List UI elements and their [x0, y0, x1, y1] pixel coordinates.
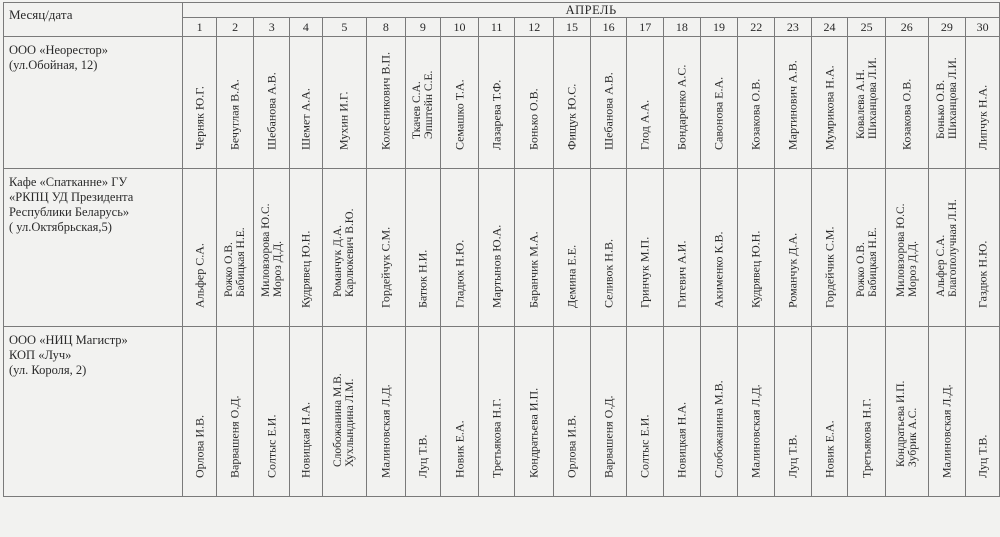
- duty-person: Фищук Ю.С.: [564, 83, 579, 150]
- duty-names: [675, 402, 688, 478]
- duty-cell: [848, 37, 886, 169]
- duty-cell: [700, 37, 738, 169]
- duty-person: Солтыс Е.И.: [637, 414, 652, 478]
- duty-names: [675, 241, 688, 308]
- duty-names: [565, 84, 578, 150]
- duty-person: Савонова Е.А.: [711, 76, 726, 150]
- duty-names: [490, 398, 503, 478]
- duty-person: Шебанова А.В.: [601, 72, 616, 150]
- duty-names: [490, 80, 503, 150]
- duty-names: [900, 79, 913, 150]
- duty-cell: [775, 37, 812, 169]
- duty-names: [976, 435, 989, 478]
- day-header: 11: [478, 18, 515, 37]
- day-header: 30: [966, 18, 1000, 37]
- duty-cell: [254, 37, 290, 169]
- duty-person: Бонько О.В.: [526, 88, 541, 150]
- duty-person: Малиновская Л.Д.: [939, 384, 954, 478]
- duty-person: Кудрявец Ю.Н.: [748, 230, 763, 308]
- month-header: АПРЕЛЬ: [183, 3, 1000, 18]
- duty-person: Альфер С.А.: [934, 234, 947, 297]
- duty-person: Зубрик А.С.: [906, 407, 919, 467]
- duty-person: Луц Т.В.: [975, 434, 990, 478]
- duty-names: [565, 415, 578, 478]
- day-header: 19: [700, 18, 738, 37]
- org-row: [4, 37, 1000, 169]
- duty-cell: [290, 169, 323, 327]
- duty-names: [713, 232, 726, 309]
- org-line: (ул. Короля, 2): [9, 363, 87, 377]
- day-header: 2: [216, 18, 254, 37]
- duty-names: [602, 239, 615, 308]
- duty-cell: [664, 37, 701, 169]
- duty-person: Лазарева Т.Ф.: [489, 79, 504, 150]
- duty-names: [639, 237, 652, 308]
- duty-names: [193, 86, 206, 150]
- duty-person: Гринчук М.П.: [637, 236, 652, 308]
- duty-person: Карлюкевич В.Ю.: [344, 208, 357, 297]
- day-header: 12: [515, 18, 554, 37]
- duty-names: [750, 231, 763, 308]
- duty-person: Миловзорова Ю.С.: [259, 203, 272, 297]
- day-header: 29: [928, 18, 966, 37]
- duty-cell: [367, 169, 406, 327]
- duty-names: [895, 203, 919, 297]
- duty-names: [490, 225, 503, 308]
- duty-person: Малиновская Л.Д.: [748, 384, 763, 478]
- duty-cell: [966, 327, 1000, 497]
- duty-cell: [700, 327, 738, 497]
- duty-cell: [254, 327, 290, 497]
- day-header: 16: [590, 18, 627, 37]
- duty-names: [453, 240, 466, 308]
- duty-cell: [627, 169, 664, 327]
- duty-cell: [322, 37, 366, 169]
- duty-names: [229, 395, 242, 478]
- day-header: 4: [290, 18, 323, 37]
- duty-cell: [848, 169, 886, 327]
- duty-person: Романчук Д.А.: [785, 232, 800, 308]
- duty-person: Варвашеня О.Д.: [227, 395, 242, 478]
- duty-names: [332, 209, 356, 297]
- duty-cell: [478, 37, 515, 169]
- duty-names: [713, 77, 726, 150]
- duty-names: [823, 420, 836, 478]
- duty-names: [786, 60, 799, 150]
- duty-cell: [216, 37, 254, 169]
- duty-person: Газдюк Н.Ю.: [975, 240, 990, 308]
- duty-person: Козакова О.В.: [899, 78, 914, 150]
- org-line: ООО «НИЦ Магистр»: [9, 333, 128, 347]
- duty-names: [639, 100, 652, 150]
- duty-names: [411, 71, 435, 139]
- duty-person: Гигевич А.И.: [674, 240, 689, 308]
- duty-person: Кондратьева И.П.: [894, 380, 907, 467]
- duty-person: Хухлындина Л.М.: [344, 378, 357, 467]
- duty-person: Варвашеня О.Д.: [601, 395, 616, 478]
- day-header: 9: [405, 18, 441, 37]
- duty-person: Батюк Н.И.: [415, 249, 430, 308]
- duty-cell: [885, 327, 928, 497]
- duty-person: Мухин И.Г.: [336, 91, 351, 150]
- duty-person: Ковалева А.Н.: [854, 69, 867, 139]
- duty-cell: [966, 37, 1000, 169]
- duty-cell: [322, 327, 366, 497]
- duty-cell: [290, 37, 323, 169]
- org-line: Республики Беларусь»: [9, 205, 130, 219]
- duty-person: Шебанова А.В.: [264, 72, 279, 150]
- duty-names: [786, 233, 799, 308]
- duty-cell: [811, 169, 848, 327]
- duty-cell: [441, 327, 479, 497]
- duty-person: Шемет А.А.: [298, 88, 313, 150]
- duty-cell: [664, 327, 701, 497]
- duty-names: [855, 57, 879, 139]
- duty-person: Козакова О.В.: [748, 78, 763, 150]
- org-name: [4, 37, 183, 169]
- duty-cell: [515, 327, 554, 497]
- duty-names: [260, 203, 284, 297]
- day-header: 22: [738, 18, 775, 37]
- duty-person: Слобожанина М.В.: [332, 373, 345, 467]
- duty-names: [675, 65, 688, 150]
- duty-cell: [405, 169, 441, 327]
- duty-cell: [554, 169, 591, 327]
- duty-cell: [183, 327, 217, 497]
- duty-names: [855, 227, 879, 297]
- duty-person: Шиханцова Л.И.: [946, 57, 959, 139]
- duty-cell: [322, 169, 366, 327]
- duty-cell: [554, 327, 591, 497]
- org-line: (ул.Обойная, 12): [9, 58, 98, 72]
- duty-names: [416, 435, 429, 478]
- duty-person: Орлова И.В.: [192, 415, 207, 478]
- duty-cell: [928, 169, 966, 327]
- duty-cell: [590, 37, 627, 169]
- duty-person: Кондратьева И.П.: [526, 387, 541, 478]
- duty-person: Мумрикова Н.А.: [822, 65, 837, 150]
- duty-names: [265, 72, 278, 150]
- duty-cell: [405, 37, 441, 169]
- duty-names: [338, 92, 351, 150]
- duty-names: [379, 52, 392, 150]
- duty-cell: [590, 169, 627, 327]
- duty-person: Демина Е.Е.: [564, 244, 579, 308]
- duty-person: Мороз Д.Д.: [906, 240, 919, 297]
- duty-person: Бондаренко А.С.: [674, 64, 689, 150]
- header-label: Месяц/дата: [4, 3, 183, 37]
- duty-names: [528, 88, 541, 150]
- duty-names: [895, 381, 919, 467]
- duty-person: Рожко О.В.: [223, 242, 236, 297]
- org-line: КОП «Луч»: [9, 348, 72, 362]
- duty-cell: [367, 37, 406, 169]
- duty-person: Бабицкая Н.Е.: [866, 227, 879, 297]
- duty-names: [602, 72, 615, 150]
- duty-cell: [928, 37, 966, 169]
- duty-names: [416, 250, 429, 308]
- duty-names: [379, 227, 392, 308]
- duty-names: [713, 380, 726, 478]
- duty-cell: [554, 37, 591, 169]
- duty-names: [299, 231, 312, 308]
- duty-person: Рожко О.В.: [854, 242, 867, 297]
- duty-person: Гладюк Н.Ю.: [452, 239, 467, 308]
- duty-person: Миловзорова Ю.С.: [894, 203, 907, 297]
- duty-person: Третьякова Н.Г.: [859, 398, 874, 478]
- duty-cell: [216, 327, 254, 497]
- duty-person: Гордейчик С.М.: [822, 226, 837, 308]
- org-line: Кафе «Спатканне» ГУ: [9, 175, 128, 189]
- duty-names: [453, 420, 466, 478]
- duty-cell: [664, 169, 701, 327]
- duty-person: Третьякова Н.Г.: [489, 398, 504, 478]
- duty-cell: [928, 327, 966, 497]
- duty-person: Акименко К.В.: [711, 231, 726, 308]
- duty-cell: [590, 327, 627, 497]
- duty-person: Бабицкая Н.Е.: [235, 227, 248, 297]
- duty-cell: [775, 169, 812, 327]
- duty-person: Шиханцова Л.И.: [866, 57, 879, 139]
- duty-names: [935, 57, 959, 139]
- duty-person: Альфер С.А.: [192, 243, 207, 308]
- duty-names: [528, 388, 541, 478]
- duty-names: [602, 395, 615, 478]
- org-row: [4, 169, 1000, 327]
- duty-cell: [478, 327, 515, 497]
- duty-person: Гордейчук С.М.: [378, 226, 393, 308]
- duty-names: [332, 373, 356, 467]
- duty-cell: [627, 37, 664, 169]
- duty-names: [453, 79, 466, 150]
- day-header: 15: [554, 18, 591, 37]
- duty-names: [379, 384, 392, 478]
- duty-names: [750, 79, 763, 150]
- duty-person: Мартинович А.В.: [785, 60, 800, 150]
- duty-names: [229, 79, 242, 150]
- duty-person: Колесникович В.П.: [378, 51, 393, 150]
- duty-cell: [811, 37, 848, 169]
- duty-cell: [216, 169, 254, 327]
- day-header: 8: [367, 18, 406, 37]
- duty-cell: [775, 327, 812, 497]
- duty-cell: [848, 327, 886, 497]
- duty-names: [823, 226, 836, 308]
- day-header: 1: [183, 18, 217, 37]
- duty-person: Баранчик М.А.: [526, 231, 541, 308]
- day-header: 23: [775, 18, 812, 37]
- duty-person: Ткачев С.А.: [410, 81, 423, 139]
- duty-person: Черняк Ю.Г.: [192, 86, 207, 150]
- org-name: [4, 169, 183, 327]
- day-header: 17: [627, 18, 664, 37]
- duty-cell: [478, 169, 515, 327]
- day-header: 3: [254, 18, 290, 37]
- duty-person: Новик Е.А.: [452, 420, 467, 478]
- day-header: 24: [811, 18, 848, 37]
- duty-person: Семашко Т.А.: [452, 79, 467, 150]
- duty-cell: [405, 327, 441, 497]
- duty-cell: [885, 37, 928, 169]
- duty-cell: [254, 169, 290, 327]
- duty-names: [265, 415, 278, 478]
- duty-person: Малиновская Л.Д.: [378, 384, 393, 478]
- duty-names: [565, 245, 578, 308]
- duty-names: [223, 227, 247, 297]
- org-line: «РКПЦ УД Президента: [9, 190, 134, 204]
- duty-person: Липчук Н.А.: [975, 84, 990, 150]
- duty-cell: [441, 37, 479, 169]
- duty-cell: [367, 327, 406, 497]
- duty-person: Орлова И.В.: [564, 415, 579, 478]
- duty-names: [528, 231, 541, 308]
- duty-cell: [627, 327, 664, 497]
- schedule-table: [3, 2, 1000, 497]
- day-header: 18: [664, 18, 701, 37]
- day-header: 5: [322, 18, 366, 37]
- duty-names: [750, 384, 763, 478]
- duty-names: [786, 435, 799, 478]
- duty-cell: [290, 327, 323, 497]
- duty-cell: [515, 169, 554, 327]
- duty-names: [860, 398, 873, 478]
- duty-names: [976, 241, 989, 308]
- duty-cell: [811, 327, 848, 497]
- duty-names: [639, 415, 652, 478]
- org-line: ООО «Неорестор»: [9, 43, 108, 57]
- duty-cell: [738, 37, 775, 169]
- day-header: 26: [885, 18, 928, 37]
- duty-person: Мартынов Ю.А.: [489, 224, 504, 308]
- duty-names: [976, 85, 989, 150]
- duty-cell: [183, 37, 217, 169]
- duty-person: Новицкая Н.А.: [674, 401, 689, 478]
- duty-cell: [183, 169, 217, 327]
- org-line: ( ул.Октябрьская,5): [9, 220, 112, 234]
- duty-cell: [966, 169, 1000, 327]
- duty-person: Селивок Н.В.: [601, 239, 616, 308]
- duty-person: Романчук Д.А.: [332, 225, 345, 297]
- duty-cell: [738, 169, 775, 327]
- duty-person: Солтыс Е.И.: [264, 414, 279, 478]
- duty-cell: [515, 37, 554, 169]
- duty-cell: [441, 169, 479, 327]
- day-header: 25: [848, 18, 886, 37]
- duty-names: [935, 199, 959, 297]
- duty-cell: [885, 169, 928, 327]
- duty-names: [299, 402, 312, 478]
- duty-person: Новицкая Н.А.: [298, 401, 313, 478]
- duty-person: Глод А.А.: [637, 99, 652, 150]
- duty-cell: [700, 169, 738, 327]
- duty-person: Луц Т.В.: [415, 434, 430, 478]
- duty-person: Слобожанина М.В.: [711, 380, 726, 478]
- duty-person: Бечуглая В.А.: [227, 79, 242, 150]
- org-name: [4, 327, 183, 497]
- duty-person: Луц Т.В.: [785, 434, 800, 478]
- duty-person: Эпштейн С.Е.: [422, 70, 435, 139]
- duty-person: Мороз Д.Д.: [271, 240, 284, 297]
- duty-names: [299, 88, 312, 150]
- duty-names: [193, 243, 206, 308]
- org-row: [4, 327, 1000, 497]
- day-header: 10: [441, 18, 479, 37]
- duty-person: Бонько О.В.: [934, 79, 947, 139]
- duty-person: Благополучная Л.Н.: [946, 199, 959, 297]
- duty-names: [823, 65, 836, 150]
- duty-cell: [738, 327, 775, 497]
- duty-person: Кудрявец Ю.Н.: [298, 230, 313, 308]
- duty-person: Новик Е.А.: [822, 420, 837, 478]
- duty-names: [940, 384, 953, 478]
- duty-names: [193, 415, 206, 478]
